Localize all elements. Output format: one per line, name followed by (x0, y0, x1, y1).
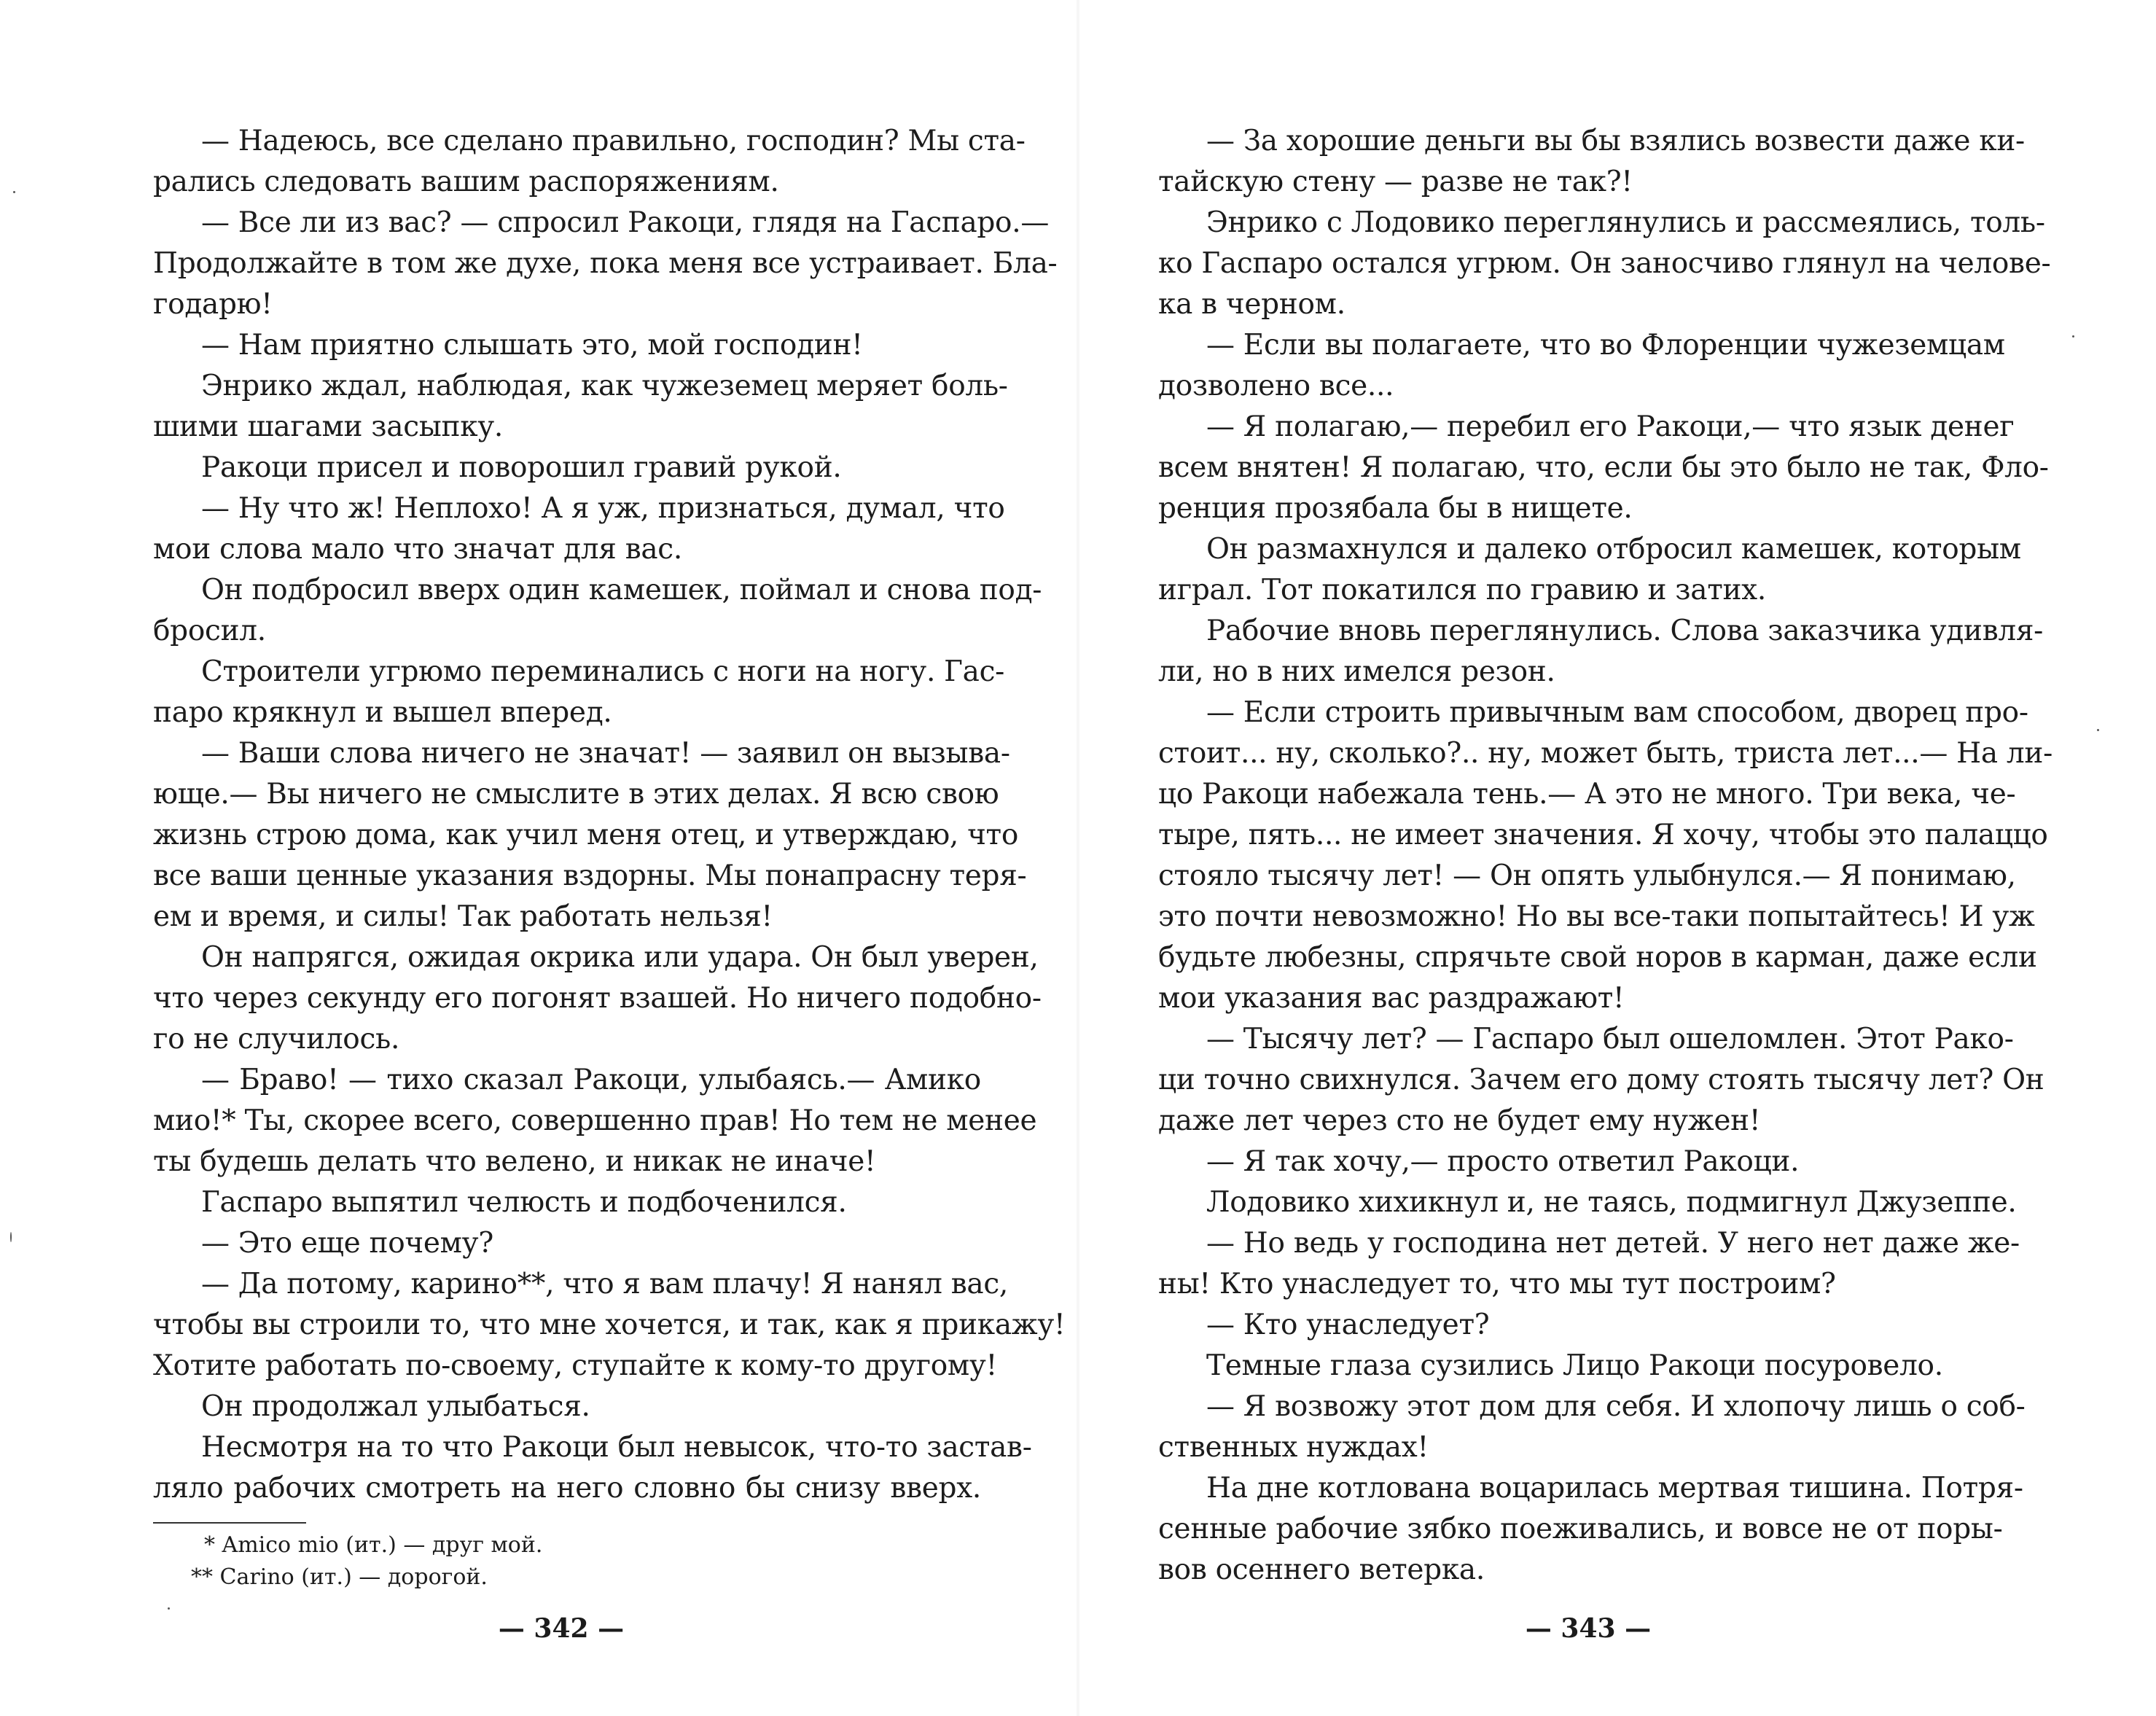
text-line: Несмотря на то что Ракоци был невысок, что-то застав- (201, 1431, 1032, 1464)
text-line: Ракоци присел и поворошил гравий рукой. (201, 451, 842, 484)
text-line: тайскую стену — разве не так?! (1158, 165, 1633, 198)
footnote-rule (153, 1522, 306, 1524)
text-line: ренция прозябала бы в нищете. (1158, 492, 1633, 525)
text-line: вов осеннего ветерка. (1158, 1553, 1485, 1586)
text-line: мио!* Ты, скорее всего, совершенно прав! Но тем не менее (153, 1104, 1037, 1137)
scan-speck (13, 191, 15, 193)
right-page (1078, 0, 2156, 1716)
text-line: Энрико с Лодовико переглянулись и рассмеялись, толь- (1206, 206, 2045, 239)
text-line: — Я так хочу,— просто ответил Ракоци. (1206, 1145, 1800, 1178)
text-line: даже лет через сто не будет ему нужен! (1158, 1104, 1761, 1137)
text-line: ственных нуждах! (1158, 1431, 1429, 1464)
text-line: мои указания вас раздражают! (1158, 982, 1625, 1015)
text-line: все ваши ценные указания вздорны. Мы понапрасну теря- (153, 859, 1027, 892)
text-line: паро крякнул и вышел вперед. (153, 696, 612, 729)
scan-speck (168, 1607, 170, 1610)
text-line: Энрико ждал, наблюдая, как чужеземец меряет боль- (201, 370, 1008, 402)
footnote: ** Carino (ит.) — дорогой. (191, 1564, 488, 1590)
text-line: — Да потому, карино**, что я вам плачу! Я нанял вас, (201, 1268, 1008, 1300)
text-line: Он продолжал улыбаться. (201, 1390, 590, 1423)
text-line: — За хорошие деньги вы бы взялись возвести даже ки- (1206, 125, 2025, 157)
text-line: ли, но в них имелся резон. (1158, 655, 1555, 688)
text-line: цо Ракоци набежала тень.— А это не много. Три века, че- (1158, 778, 2016, 811)
text-line: это почти невозможно! Но вы все-таки попытайтесь! И уж (1158, 900, 2035, 933)
text-line: Рабочие вновь переглянулись. Слова заказчика удивля- (1206, 615, 2044, 647)
text-line: стоит... ну, сколько?.. ну, может быть, триста лет...— На ли- (1158, 737, 2053, 770)
text-line: — Я возвожу этот дом для себя. И хлопочу лишь о соб- (1206, 1390, 2026, 1423)
page-number: — 342 — (498, 1613, 625, 1644)
text-line: будьте любезны, спрячьте свой норов в карман, даже если (1158, 941, 2037, 974)
text-line: — Нам приятно слышать это, мой господин! (201, 329, 863, 362)
scan-speck (10, 1232, 12, 1242)
text-line: Строители угрюмо переминались с ноги на ногу. Гас- (201, 655, 1005, 688)
text-line: — Это еще почему? (201, 1227, 493, 1260)
text-line: чтобы вы строили то, что мне хочется, и так, как я прикажу! (153, 1309, 1066, 1341)
text-line: тыре, пять... не имеет значения. Я хочу, чтобы это палаццо (1158, 819, 2048, 851)
text-line: — Надеюсь, все сделано правильно, господин? Мы ста- (201, 125, 1026, 157)
text-line: — Ваши слова ничего не значат! — заявил он вызыва- (201, 737, 1010, 770)
page-number: — 343 — (1525, 1613, 1652, 1644)
text-line: — Все ли из вас? — спросил Ракоци, глядя на Гаспаро.— (201, 206, 1050, 239)
text-line: Темные глаза сузились Лицо Ракоци посуровело. (1206, 1349, 1943, 1382)
text-line: стояло тысячу лет! — Он опять улыбнулся.— Я понимаю, (1158, 859, 2016, 892)
text-line: го не случилось. (153, 1023, 400, 1056)
text-line: — Тысячу лет? — Гаспаро был ошеломлен. Этот Рако- (1206, 1023, 2014, 1056)
text-line: — Кто унаследует? (1206, 1309, 1490, 1341)
text-line: ка в черном. (1158, 288, 1345, 321)
text-line: годарю! (153, 288, 273, 321)
text-line: мои слова мало что значат для вас. (153, 533, 682, 566)
text-line: Продолжайте в том же духе, пока меня все устраивает. Бла- (153, 247, 1058, 280)
text-line: ко Гаспаро остался угрюм. Он заносчиво глянул на челове- (1158, 247, 2051, 280)
text-line: ци точно свихнулся. Зачем его дому стоять тысячу лет? Он (1158, 1064, 2044, 1096)
text-line: Хотите работать по-своему, ступайте к кому-то другому! (153, 1349, 997, 1382)
text-line: шими шагами засыпку. (153, 410, 504, 443)
text-line: На дне котлована воцарилась мертвая тишина. Потря- (1206, 1472, 2023, 1505)
text-line: рались следовать вашим распоряжениям. (153, 165, 779, 198)
text-line: играл. Тот покатился по гравию и затих. (1158, 574, 1766, 607)
text-line: — Я полагаю,— перебил его Ракоци,— что язык денег (1206, 410, 2015, 443)
text-line: ем и время, и силы! Так работать нельзя! (153, 900, 773, 933)
text-line: Он подбросил вверх один камешек, поймал и снова под- (201, 574, 1042, 607)
scan-speck (2072, 335, 2074, 338)
text-line: жизнь строю дома, как учил меня отец, и утверждаю, что (153, 819, 1019, 851)
text-line: всем внятен! Я полагаю, что, если бы это было не так, Фло- (1158, 451, 2049, 484)
text-line: — Но ведь у господина нет детей. У него нет даже же- (1206, 1227, 2020, 1260)
text-line: ны! Кто унаследует то, что мы тут построим? (1158, 1268, 1836, 1300)
text-line: Он напрягся, ожидая окрика или удара. Он был уверен, (201, 941, 1039, 974)
text-line: бросил. (153, 615, 266, 647)
text-line: — Браво! — тихо сказал Ракоци, улыбаясь.— Амико (201, 1064, 981, 1096)
text-line: Он размахнулся и далеко отбросил камешек, которым (1206, 533, 2021, 566)
text-line: — Если строить привычным вам способом, дворец про- (1206, 696, 2028, 729)
text-line: ляло рабочих смотреть на него словно бы снизу вверх. (153, 1472, 981, 1505)
text-line: ты будешь делать что велено, и никак не иначе! (153, 1145, 876, 1178)
footnote: * Amico mio (ит.) — друг мой. (204, 1532, 543, 1558)
text-line: — Если вы полагаете, что во Флоренции чужеземцам (1206, 329, 2005, 362)
scan-speck (2097, 729, 2099, 731)
text-line: сенные рабочие зябко поеживались, и вовсе не от поры- (1158, 1513, 2003, 1545)
text-line: что через секунду его погонят взашей. Но ничего подобно- (153, 982, 1042, 1015)
text-line: юще.— Вы ничего не смыслите в этих делах. Я всю свою (153, 778, 999, 811)
text-line: Лодовико хихикнул и, не таясь, подмигнул Джузеппе. (1206, 1186, 2017, 1219)
text-line: дозволено все... (1158, 370, 1394, 402)
text-line: — Ну что ж! Неплохо! А я уж, признаться, думал, что (201, 492, 1005, 525)
text-line: Гаспаро выпятил челюсть и подбоченился. (201, 1186, 847, 1219)
